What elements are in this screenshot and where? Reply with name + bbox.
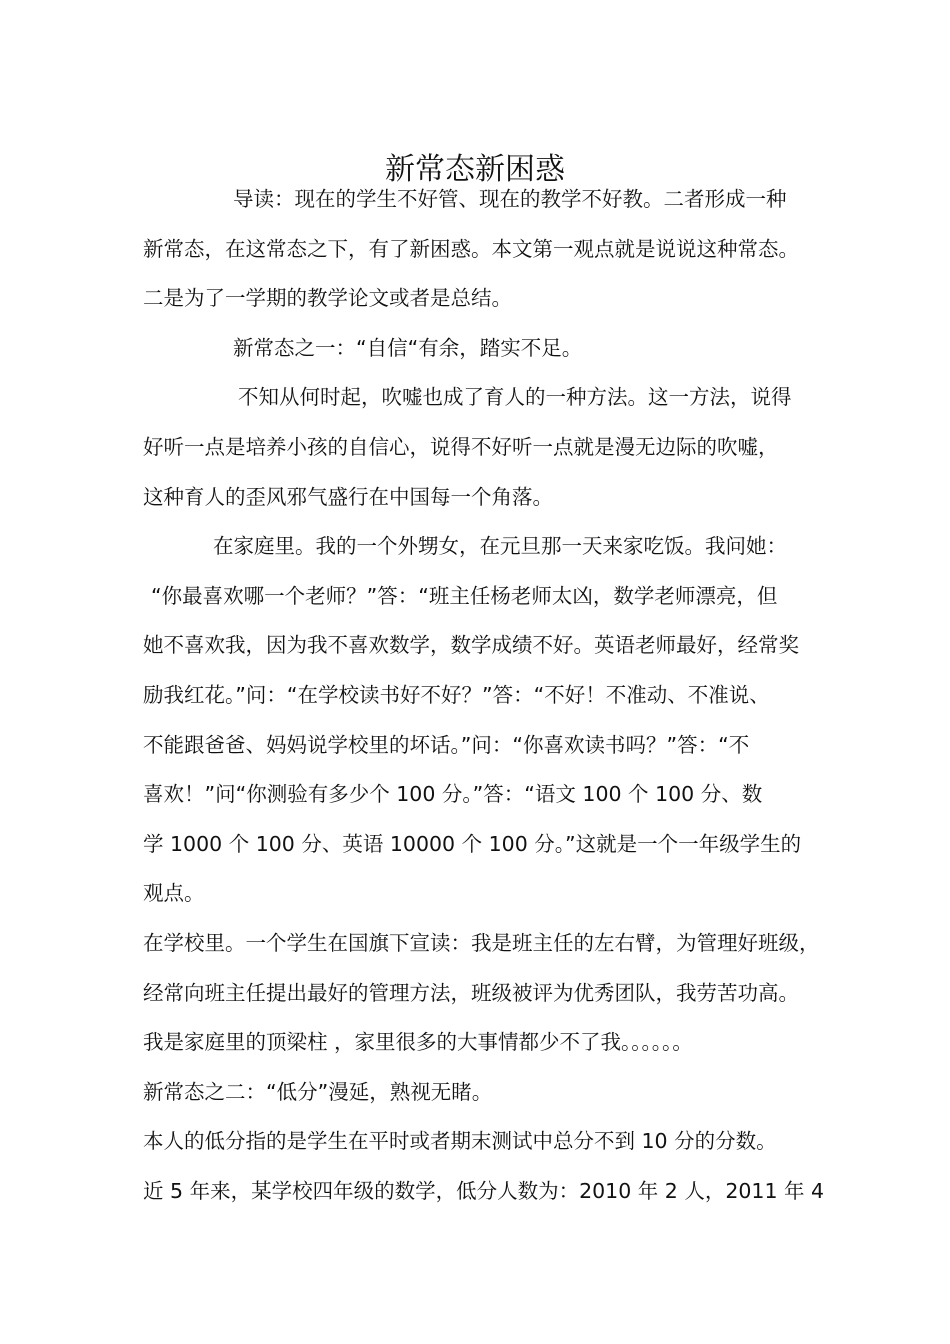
text-line-20: 本人的低分指的是学生在平时或者期末测试中总分不到 10 分的分数。 [143,1129,777,1154]
text-line-10: 她不喜欢我，因为我不喜欢数学，数学成绩不好。英语老师最好，经常奖 [143,633,799,658]
text-line-15: 观点。 [143,881,205,906]
text-line-2: 新常态，在这常态之下，有了新困惑。本文第一观点就是说说这种常态。 [143,236,799,261]
text-line-12: 不能跟爸爸、妈妈说学校里的坏话。”问：“你喜欢读书吗？”答：“不 [143,732,750,757]
text-line-13: 喜欢！”问“你测验有多少个 100 分。”答：“语文 100 个 100 分、数 [143,782,763,807]
text-line-21: 近 5 年来，某学校四年级的数学，低分人数为：2010 年 2 人，2011 年 4 [143,1178,825,1203]
text-line-17: 经常向班主任提出最好的管理方法，班级被评为优秀团队，我劳苦功高。 [143,980,799,1005]
text-line-1: 导读：现在的学生不好管、现在的教学不好教。二者形成一种 [233,187,787,211]
text-line-4: 新常态之一：“自信“有余，踏实不足。 [233,335,583,360]
text-line-9: “你最喜欢哪一个老师？”答：“班主任杨老师太凶，数学老师漂亮，但 [151,583,778,608]
document-title: 新常态新困惑 [385,152,565,188]
text-line-5: 不知从何时起，吹嘘也成了育人的一种方法。这一方法，说得 [238,385,792,410]
text-line-8: 在家庭里。我的一个外甥女，在元旦那一天来家吃饭。我问她： [213,534,787,559]
text-line-16: 在学校里。一个学生在国旗下宣读：我是班主任的左右臂，为管理好班级， [143,930,820,955]
text-line-11: 励我红花。”问：“在学校读书好不好？”答：“不好！不准动、不准说、 [143,682,770,707]
text-line-7: 这种育人的歪风邪气盛行在中国每一个角落。 [143,484,553,509]
text-line-3: 二是为了一学期的教学论文或者是总结。 [143,286,512,311]
text-line-6: 好听一点是培养小孩的自信心，说得不好听一点就是漫无边际的吹嘘， [143,434,779,459]
document-body [143,175,823,1216]
text-line-19: 新常态之二：“低分”漫延，熟视无睹。 [143,1079,493,1104]
text-line-14: 学 1000 个 100 分、英语 10000 个 100 分。”这就是一个一年级学生的 [143,831,802,856]
text-line-18: 我是家庭里的顶梁柱 ，家里很多的大事情都少不了我。。。。。。 [143,1030,693,1055]
